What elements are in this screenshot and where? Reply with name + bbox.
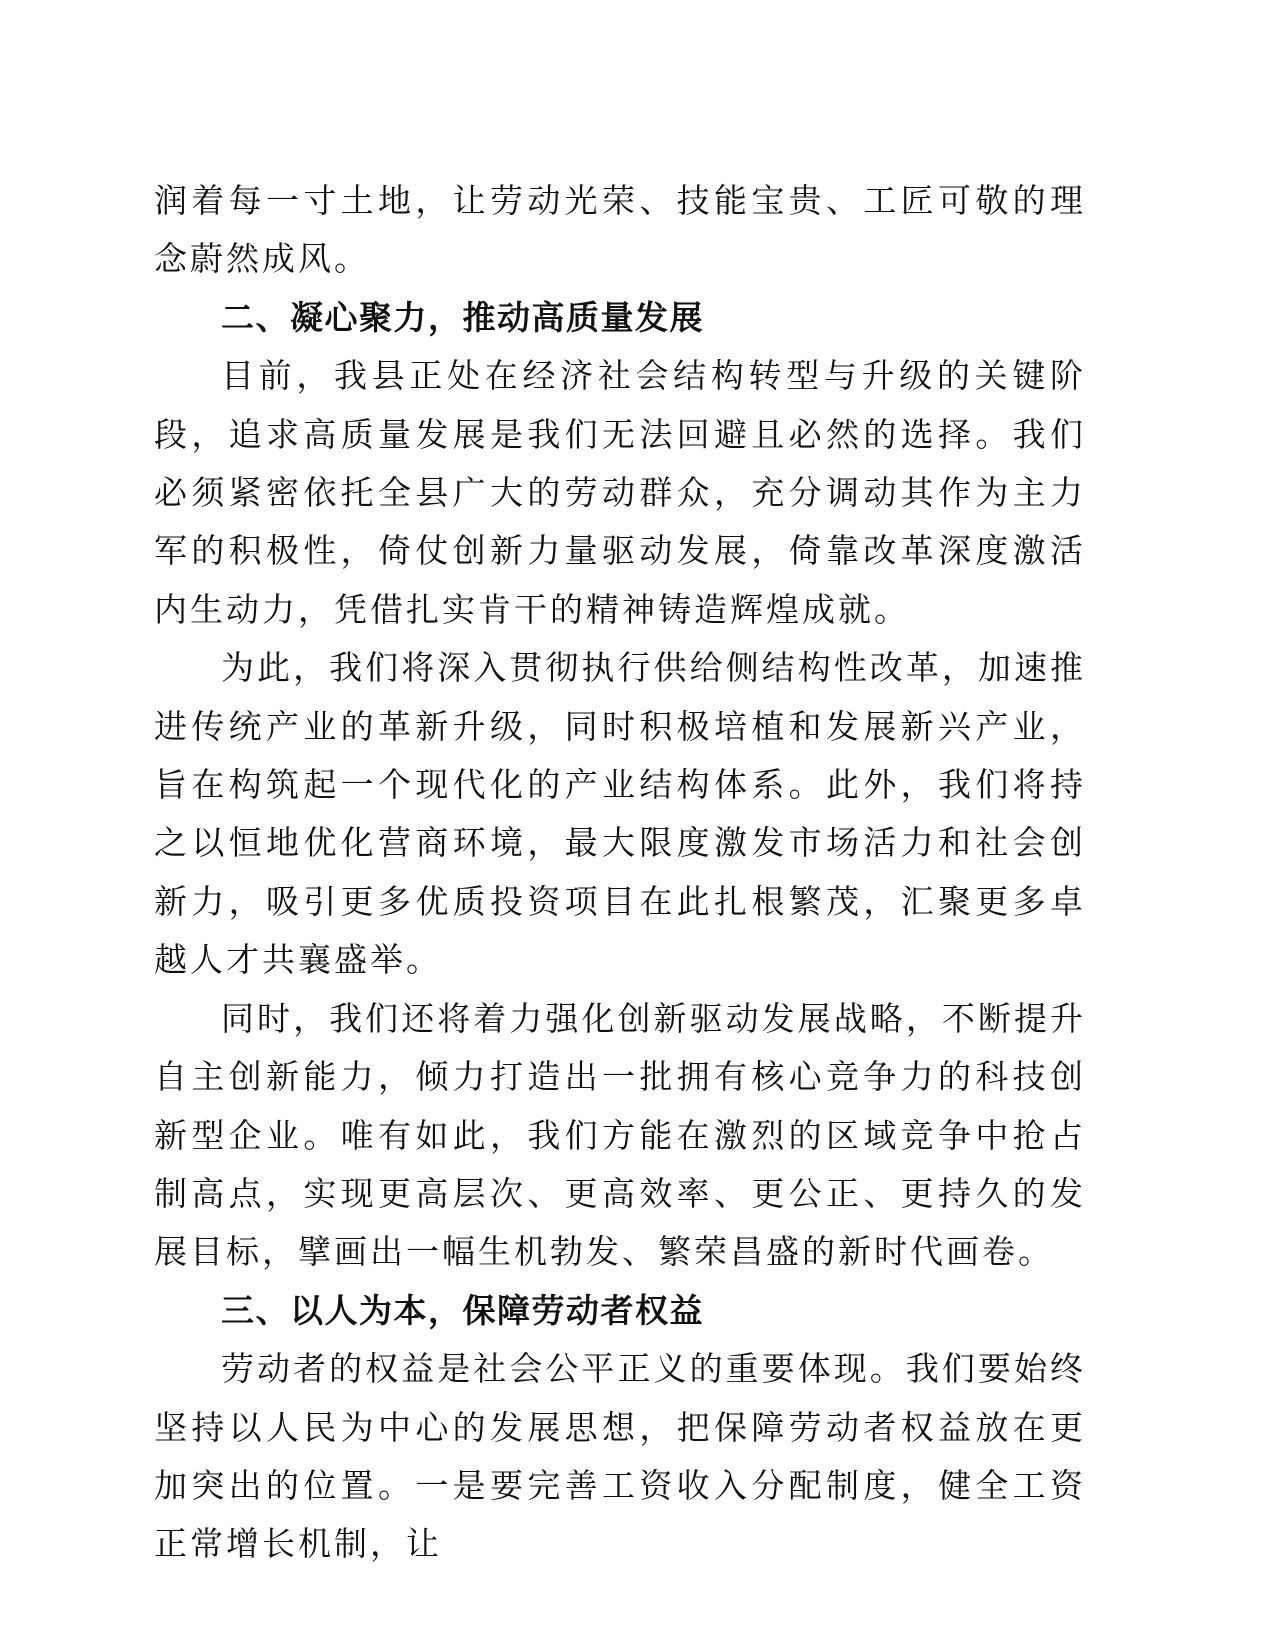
document-page [154, 172, 1086, 1574]
paragraph-current-stage: 目前，我县正处在经济社会结构转型与升级的关键阶段，追求高质量发展是我们无法回避且必然的选择。我们必须紧密依托全县广大的劳动群众，充分调动其作为主力军的积极性，倚仗创新力量驱动发展，倚靠改革深度激活内生动力，凭借扎实肯干的精神铸造辉煌成就。 [154, 356, 1086, 629]
section-heading-2: 二、凝心聚力，推动高质量发展 [221, 297, 704, 337]
paragraph-worker-rights: 劳动者的权益是社会公平正义的重要体现。我们要始终坚持以人民为中心的发展思想，把保障劳动者权益放在更加突出的位置。一是要完善工资收入分配制度，健全工资正常增长机制，让 [154, 1349, 1086, 1564]
paragraph-innovation: 同时，我们还将着力强化创新驱动发展战略，不断提升自主创新能力，倾力打造出一批拥有核心竞争力的科技创新型企业。唯有如此，我们方能在激烈的区域竞争中抢占制高点，实现更高层次、更高效率、更公正、更持久的发展目标，擘画出一幅生机勃发、繁荣昌盛的新时代画卷。 [154, 998, 1086, 1272]
section-heading-3: 三、以人为本，保障劳动者权益 [221, 1290, 704, 1330]
paragraph-continuation: 润着每一寸土地，让劳动光荣、技能宝贵、工匠可敬的理念蔚然成风。 [154, 181, 1086, 279]
paragraph-structural-reform: 为此，我们将深入贯彻执行供给侧结构性改革，加速推进传统产业的革新升级，同时积极培植和发展新兴产业，旨在构筑起一个现代化的产业结构体系。此外，我们将持之以恒地优化营商环境，最大限度激发市场活力和社会创新力，吸引更多优质投资项目在此扎根繁茂，汇聚更多卓越人才共襄盛举。 [154, 648, 1086, 980]
